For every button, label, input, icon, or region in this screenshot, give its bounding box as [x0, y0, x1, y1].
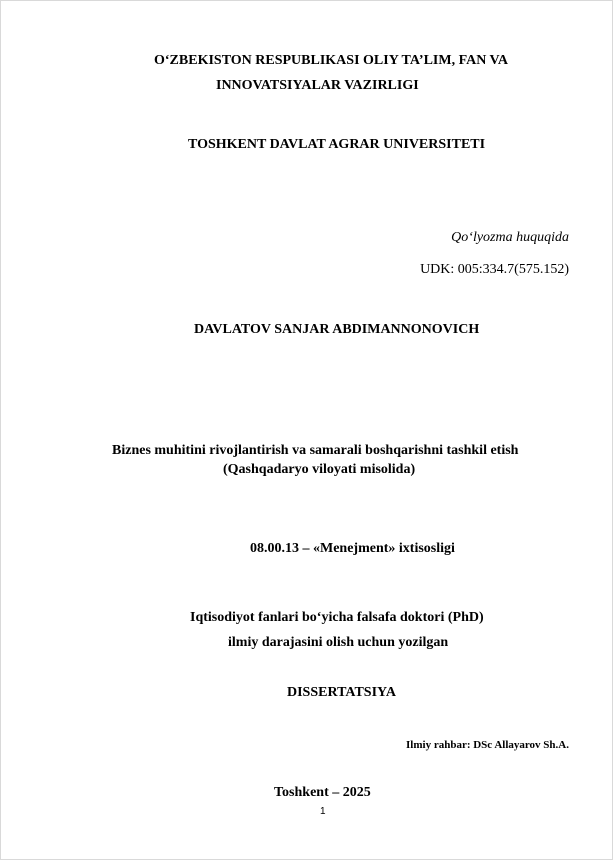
author-name: DAVLATOV SANJAR ABDIMANNONOVICH	[194, 322, 480, 337]
page-number: 1	[320, 806, 326, 817]
udk-code: UDK: 005:334.7(575.152)	[420, 262, 569, 277]
university-name: TOSHKENT DAVLAT AGRAR UNIVERSITETI	[188, 137, 486, 152]
dissertation-title-line-2: (Qashqadaryo viloyati misolida)	[223, 462, 416, 477]
specialty-code: 08.00.13 – «Menejment» ixtisosligi	[250, 541, 455, 556]
place-and-year: Toshkent – 2025	[274, 785, 371, 800]
degree-line-1: Iqtisodiyot fanlari bo‘yicha falsafa doktori (PhD)	[190, 610, 484, 625]
ministry-line-1: O‘ZBEKISTON RESPUBLIKASI OLIY TA’LIM, FAN VA	[154, 53, 508, 68]
ministry-line-2: INNOVATSIYALAR VAZIRLIGI	[216, 78, 419, 93]
dissertation-title-line-1: Biznes muhitini rivojlantirish va samarali boshqarishni tashkil etish	[112, 443, 519, 458]
manuscript-rights-note: Qo‘lyozma huquqida	[451, 230, 569, 245]
degree-line-2: ilmiy darajasini olish uchun yozilgan	[228, 635, 449, 650]
document-type: DISSERTATSIYA	[287, 685, 396, 700]
scientific-supervisor: Ilmiy rahbar: DSc Allayarov Sh.A.	[406, 739, 569, 751]
